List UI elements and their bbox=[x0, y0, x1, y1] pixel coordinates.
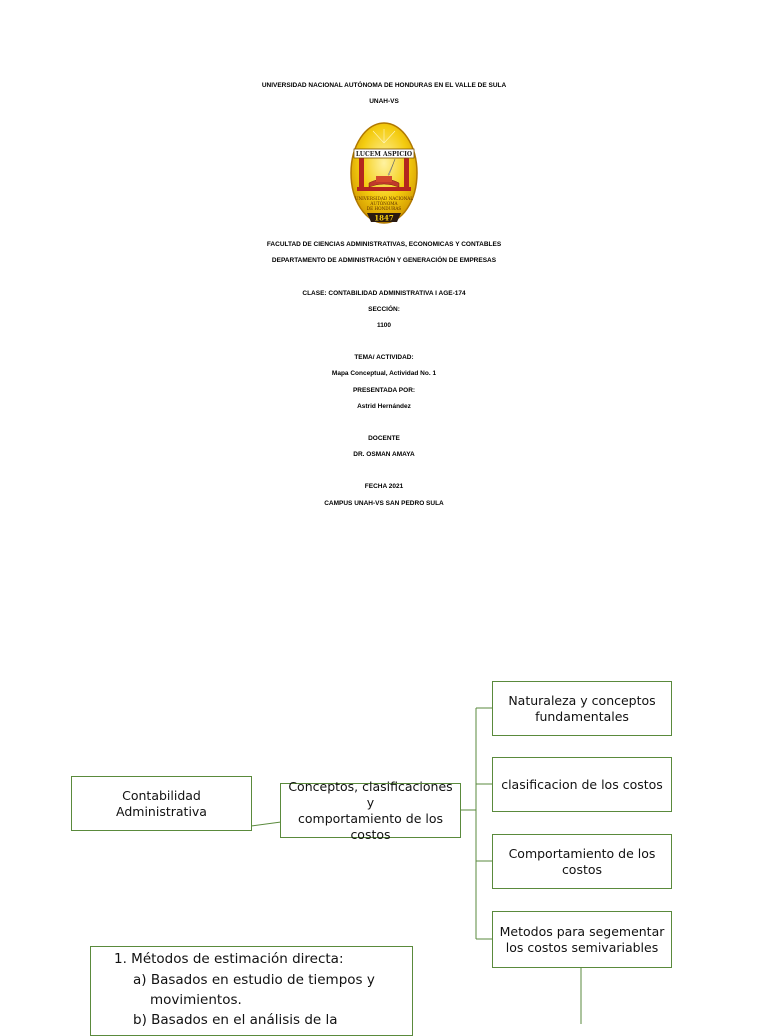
list-item: b) Basados en el análisis de la bbox=[133, 1012, 338, 1028]
presented-value: Astrid Hernández bbox=[357, 403, 411, 410]
seal-ring-text-2: AUTÓNOMA bbox=[370, 201, 398, 206]
teacher-label: DOCENTE bbox=[368, 435, 400, 442]
list-item: movimientos. bbox=[150, 992, 242, 1008]
university-acronym: UNAH-VS bbox=[369, 98, 399, 105]
branch-node-2: clasificacion de los costos bbox=[492, 757, 672, 812]
branch-node-1: Naturaleza y conceptos fundamentales bbox=[492, 681, 672, 736]
topic-value: Mapa Conceptual, Actividad No. 1 bbox=[331, 370, 437, 377]
class-name: CLASE: CONTABILIDAD ADMINISTRATIVA I AGE-174 bbox=[302, 290, 466, 297]
seal-year: 1847 bbox=[374, 213, 394, 223]
university-name: UNIVERSIDAD NACIONAL AUTÓNOMA DE HONDURAS EN EL VALLE DE SULA bbox=[261, 82, 507, 89]
branch-node-4: Metodos para segementar los costos semivariables bbox=[492, 911, 672, 968]
department-name: DEPARTAMENTO DE ADMINISTRACIÓN Y GENERACIÓN DE EMPRESAS bbox=[271, 257, 497, 264]
seal-ring-text-1: UNIVERSIDAD NACIONAL bbox=[354, 196, 414, 201]
methods-list-box bbox=[90, 946, 413, 1036]
seal-ring-text-3: DE HONDURAS bbox=[366, 206, 402, 211]
middle-node: Conceptos, clasificaciones y comportamiento de los costos bbox=[280, 783, 461, 838]
list-item: a) Basados en estudio de tiempos y bbox=[133, 972, 375, 988]
date-line: FECHA 2021 bbox=[364, 483, 404, 490]
faculty-name: FACULTAD DE CIENCIAS ADMINISTRATIVAS, ECONOMICAS Y CONTABLES bbox=[266, 241, 502, 248]
root-node: Contabilidad Administrativa bbox=[71, 776, 252, 831]
section-label: SECCIÓN: bbox=[368, 306, 400, 313]
section-value: 1100 bbox=[376, 322, 392, 329]
seal-motto: LUCEM ASPICIO bbox=[355, 151, 413, 158]
campus-line: CAMPUS UNAH-VS SAN PEDRO SULA bbox=[324, 500, 444, 507]
branch-node-3: Comportamiento de los costos bbox=[492, 834, 672, 889]
topic-label: TEMA/ ACTIVIDAD: bbox=[354, 354, 414, 361]
presented-label: PRESENTADA POR: bbox=[352, 387, 416, 394]
teacher-value: DR. OSMAN AMAYA bbox=[353, 451, 415, 458]
list-item: 1. Métodos de estimación directa: bbox=[114, 951, 344, 967]
